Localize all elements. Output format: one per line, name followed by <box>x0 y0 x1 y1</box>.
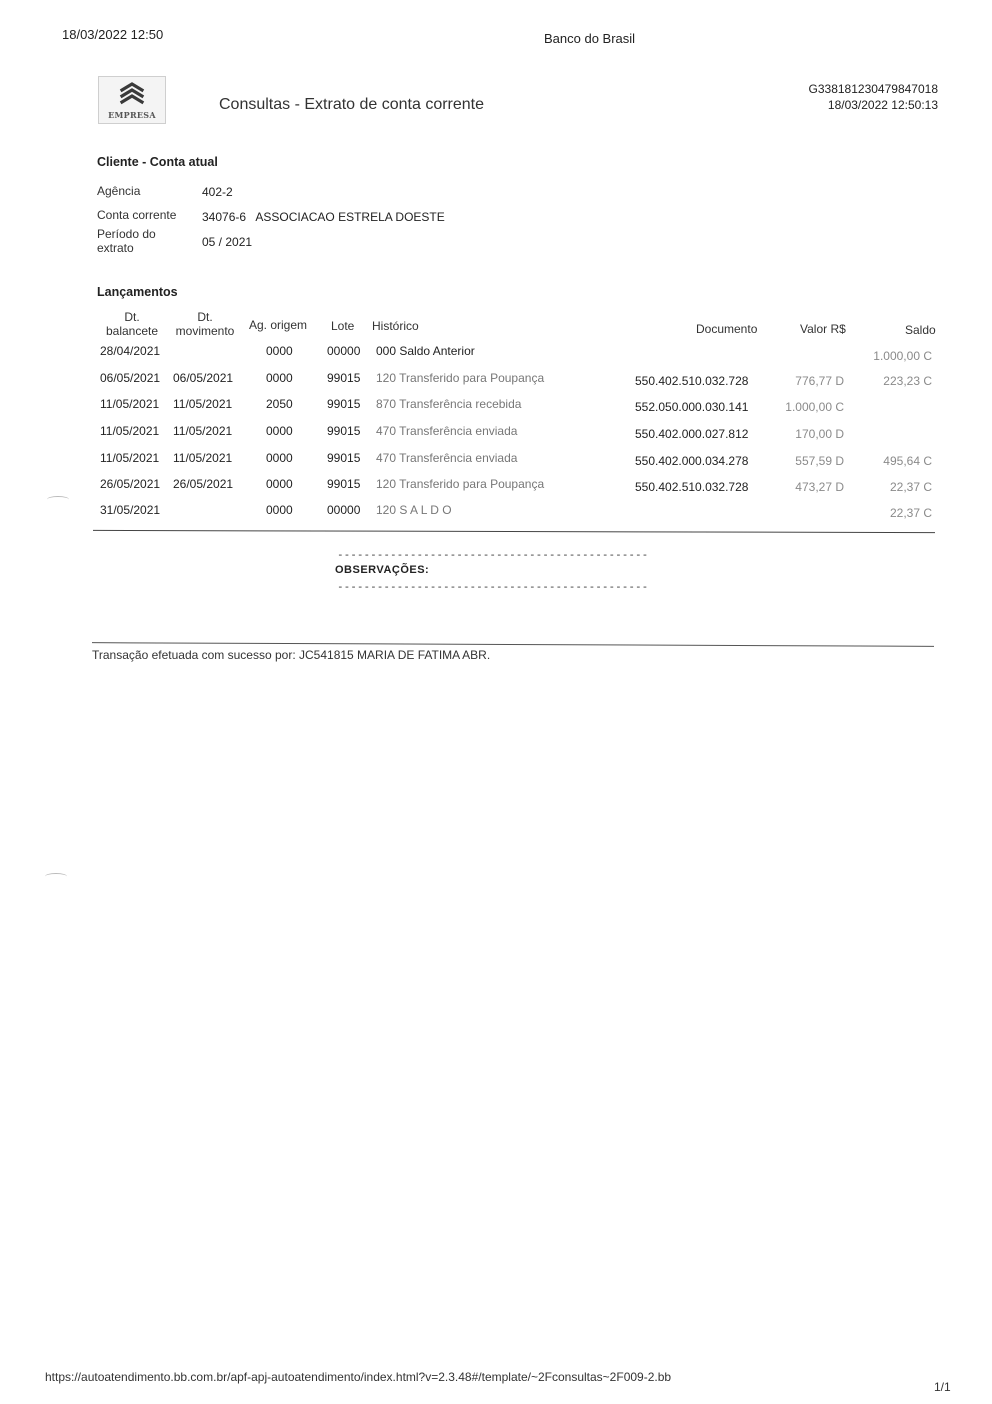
page-url: https://autoatendimento.bb.com.br/apf-apj-autoatendimento/index.html?v=2.3.48#/template/~2Fconsultas~2F009-2.bb <box>45 1370 672 1384</box>
punch-mark <box>45 873 67 880</box>
cell-historico: 120 Transferido para Poupança <box>376 371 545 385</box>
table-bottom-rule <box>93 530 935 533</box>
cell-saldo: 223,23 C <box>883 374 932 388</box>
cell-ag-origem: 2050 <box>266 397 293 411</box>
footer-rule <box>92 642 934 647</box>
cell-dt-movimento: 11/05/2021 <box>173 451 233 465</box>
cell-ag-origem: 0000 <box>266 424 293 438</box>
cell-documento: 550.402.510.032.728 <box>635 374 749 388</box>
page-number: 1/1 <box>934 1380 951 1394</box>
periodo-label-line2: extrato <box>97 241 134 255</box>
cell-saldo: 495,64 C <box>883 454 932 468</box>
cell-valor: 1.000,00 C <box>785 400 844 414</box>
cell-lote: 99015 <box>327 451 361 465</box>
observacoes-top-dashes: ----------------------------------------------- <box>337 548 649 561</box>
transaction-id: G338181230479847018 <box>808 82 938 96</box>
cell-dt-movimento: 26/05/2021 <box>173 477 234 491</box>
cell-ag-origem: 0000 <box>266 503 293 517</box>
cell-dt-balancete: 11/05/2021 <box>100 451 160 465</box>
cell-dt-movimento: 06/05/2021 <box>173 371 234 385</box>
print-site-name: Banco do Brasil <box>544 31 636 46</box>
col-historico-header: Histórico <box>372 319 419 333</box>
cell-valor: 473,27 D <box>795 480 844 494</box>
observacoes-bottom-dashes: ----------------------------------------------- <box>337 580 649 593</box>
cell-valor: 170,00 D <box>795 427 844 441</box>
col-dt-balancete-header: Dt. balancete <box>105 310 159 338</box>
cell-historico: 870 Transferência recebida <box>376 397 522 411</box>
cell-saldo: 22,37 C <box>889 480 932 494</box>
page-title: Consultas - Extrato de conta corrente <box>219 96 485 113</box>
cell-historico: 120 Transferido para Poupança <box>376 477 545 491</box>
cell-documento: 550.402.000.027.812 <box>635 427 749 441</box>
cell-ag-origem: 0000 <box>266 344 293 358</box>
cell-dt-balancete: 26/05/2021 <box>100 477 161 491</box>
bank-logo <box>98 76 166 124</box>
cell-saldo: 1.000,00 C <box>873 349 932 363</box>
cell-historico: 000 Saldo Anterior <box>376 344 475 358</box>
cell-lote: 99015 <box>327 397 361 411</box>
cell-valor: 557,59 D <box>795 454 844 468</box>
periodo-label-line1: Período do <box>97 227 156 241</box>
lancamentos-heading: Lançamentos <box>97 285 178 299</box>
col-ag-origem-header: Ag. origem <box>249 318 308 332</box>
agencia-label: Agência <box>97 184 141 198</box>
cell-valor: 776,77 D <box>795 374 844 388</box>
cell-historico: 470 Transferência enviada <box>376 451 518 465</box>
print-datetime: 18/03/2022 12:50 <box>62 27 164 42</box>
cell-dt-movimento: 11/05/2021 <box>173 424 233 438</box>
logo-caption: EMPRESA <box>108 110 156 120</box>
cell-ag-origem: 0000 <box>266 451 293 465</box>
conta-corrente-label: Conta corrente <box>97 208 177 222</box>
cell-ag-origem: 0000 <box>266 371 293 385</box>
cell-dt-balancete: 31/05/2021 <box>100 503 161 517</box>
col-dt-movimento-header: Dt. movimento <box>175 310 235 338</box>
cell-dt-balancete: 28/04/2021 <box>100 344 161 358</box>
cell-documento: 550.402.510.032.728 <box>635 480 749 494</box>
cell-dt-balancete: 11/05/2021 <box>100 424 160 438</box>
conta-corrente-value: 34076-6 ASSOCIACAO ESTRELA DOESTE <box>202 210 445 224</box>
periodo-value: 05 / 2021 <box>202 235 253 249</box>
cell-ag-origem: 0000 <box>266 477 293 491</box>
client-section-heading: Cliente - Conta atual <box>97 155 218 169</box>
cell-lote: 99015 <box>327 477 361 491</box>
cell-documento: 552.050.000.030.141 <box>635 400 749 414</box>
col-lote-header: Lote <box>331 319 355 333</box>
cell-documento: 550.402.000.034.278 <box>635 454 749 468</box>
bb-logo-icon <box>119 81 145 107</box>
cell-lote: 99015 <box>327 371 361 385</box>
transaction-datetime: 18/03/2022 12:50:13 <box>827 98 938 112</box>
cell-historico: 470 Transferência enviada <box>376 424 518 438</box>
cell-lote: 99015 <box>327 424 361 438</box>
punch-mark <box>47 496 69 503</box>
cell-lote: 00000 <box>327 344 361 358</box>
col-saldo-header: Saldo <box>905 323 936 337</box>
cell-lote: 00000 <box>327 503 361 517</box>
cell-dt-movimento: 11/05/2021 <box>173 397 233 411</box>
col-documento-header: Documento <box>696 322 758 336</box>
cell-dt-balancete: 06/05/2021 <box>100 371 161 385</box>
cell-historico: 120 S A L D O <box>376 503 452 517</box>
transaction-status-message: Transação efetuada com sucesso por: JC541815 MARIA DE FATIMA ABR. <box>92 648 491 662</box>
cell-dt-balancete: 11/05/2021 <box>100 397 160 411</box>
col-valor-header: Valor R$ <box>800 322 846 336</box>
observacoes-label: OBSERVAÇÕES: <box>335 564 430 576</box>
agencia-value: 402-2 <box>202 185 233 199</box>
cell-saldo: 22,37 C <box>889 506 932 520</box>
